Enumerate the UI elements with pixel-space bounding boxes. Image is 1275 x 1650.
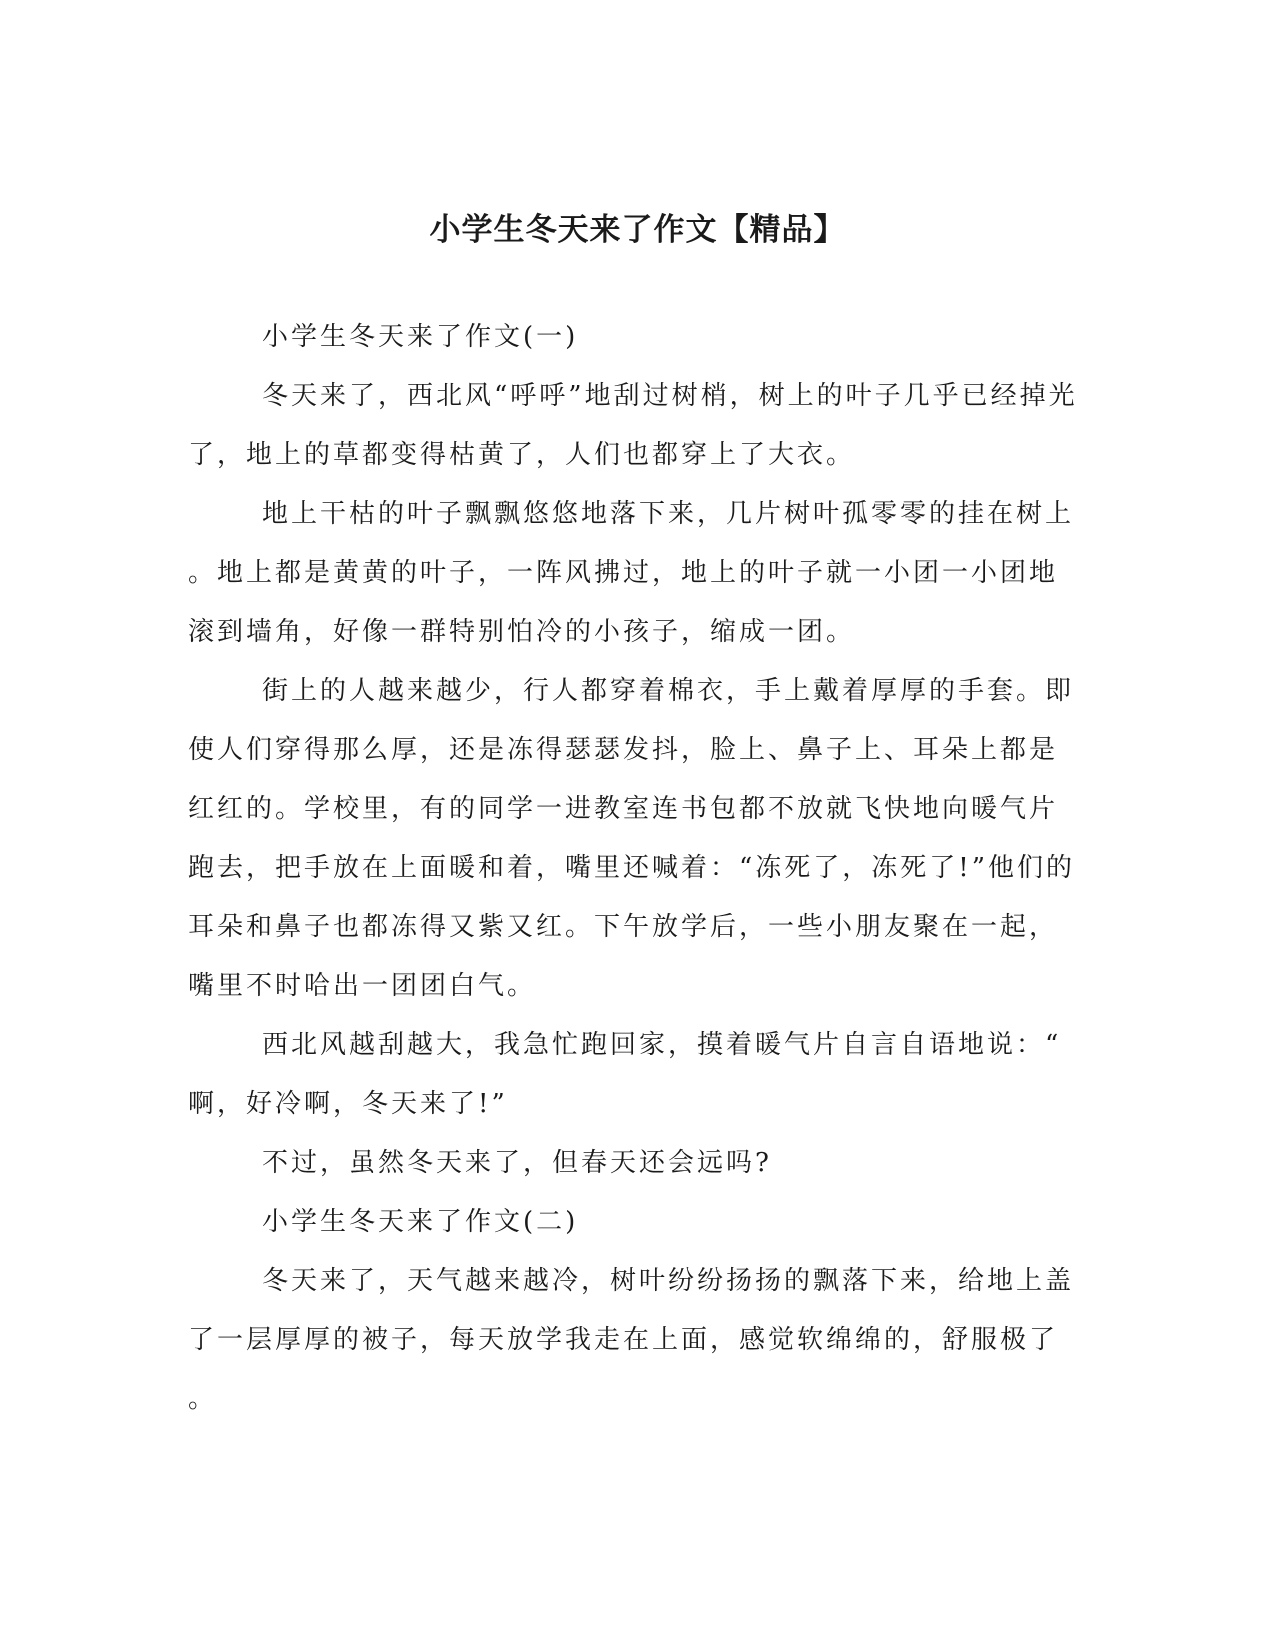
text-line: 冬天来了，西北风“呼呼”地刮过树梢，树上的叶子几乎已经掉光 — [262, 381, 1078, 411]
text-line: 了，地上的草都变得枯黄了，人们也都穿上了大衣。 — [188, 440, 856, 470]
text-line: 跑去，把手放在上面暖和着，嘴里还喊着：“冻死了，冻死了!”他们的 — [188, 853, 1076, 883]
text-line: 不过，虽然冬天来了，但春天还会远吗? — [262, 1148, 772, 1178]
text-line: 使人们穿得那么厚，还是冻得瑟瑟发抖，脸上、鼻子上、耳朵上都是 — [188, 735, 1059, 765]
section-heading-1: 小学生冬天来了作文(一) — [262, 322, 579, 352]
text-line: 滚到墙角，好像一群特别怕冷的小孩子，缩成一团。 — [188, 617, 856, 647]
text-line: 了一层厚厚的被子，每天放学我走在上面，感觉软绵绵的，舒服极了 — [188, 1325, 1059, 1355]
document-title: 小学生冬天来了作文【精品】 — [429, 212, 846, 248]
text-line: 耳朵和鼻子也都冻得又紫又红。下午放学后，一些小朋友聚在一起， — [188, 912, 1059, 942]
text-line: 西北风越刮越大，我急忙跑回家，摸着暖气片自言自语地说：“ — [262, 1030, 1062, 1060]
text-line: 冬天来了，天气越来越冷，树叶纷纷扬扬的飘落下来，给地上盖 — [262, 1266, 1075, 1296]
section-heading-2: 小学生冬天来了作文(二) — [262, 1207, 579, 1237]
text-line: 啊，好冷啊，冬天来了!” — [188, 1089, 508, 1119]
text-line: 地上干枯的叶子飘飘悠悠地落下来，几片树叶孤零零的挂在树上 — [262, 499, 1075, 529]
text-line: 嘴里不时哈出一团团白气。 — [188, 971, 537, 1001]
text-line: 。地上都是黄黄的叶子，一阵风拂过，地上的叶子就一小团一小团地 — [188, 558, 1059, 588]
text-line: 红红的。学校里，有的同学一进教室连书包都不放就飞快地向暖气片 — [188, 794, 1059, 824]
text-line: 。 — [188, 1384, 218, 1414]
text-line: 街上的人越来越少，行人都穿着棉衣，手上戴着厚厚的手套。即 — [262, 676, 1075, 706]
